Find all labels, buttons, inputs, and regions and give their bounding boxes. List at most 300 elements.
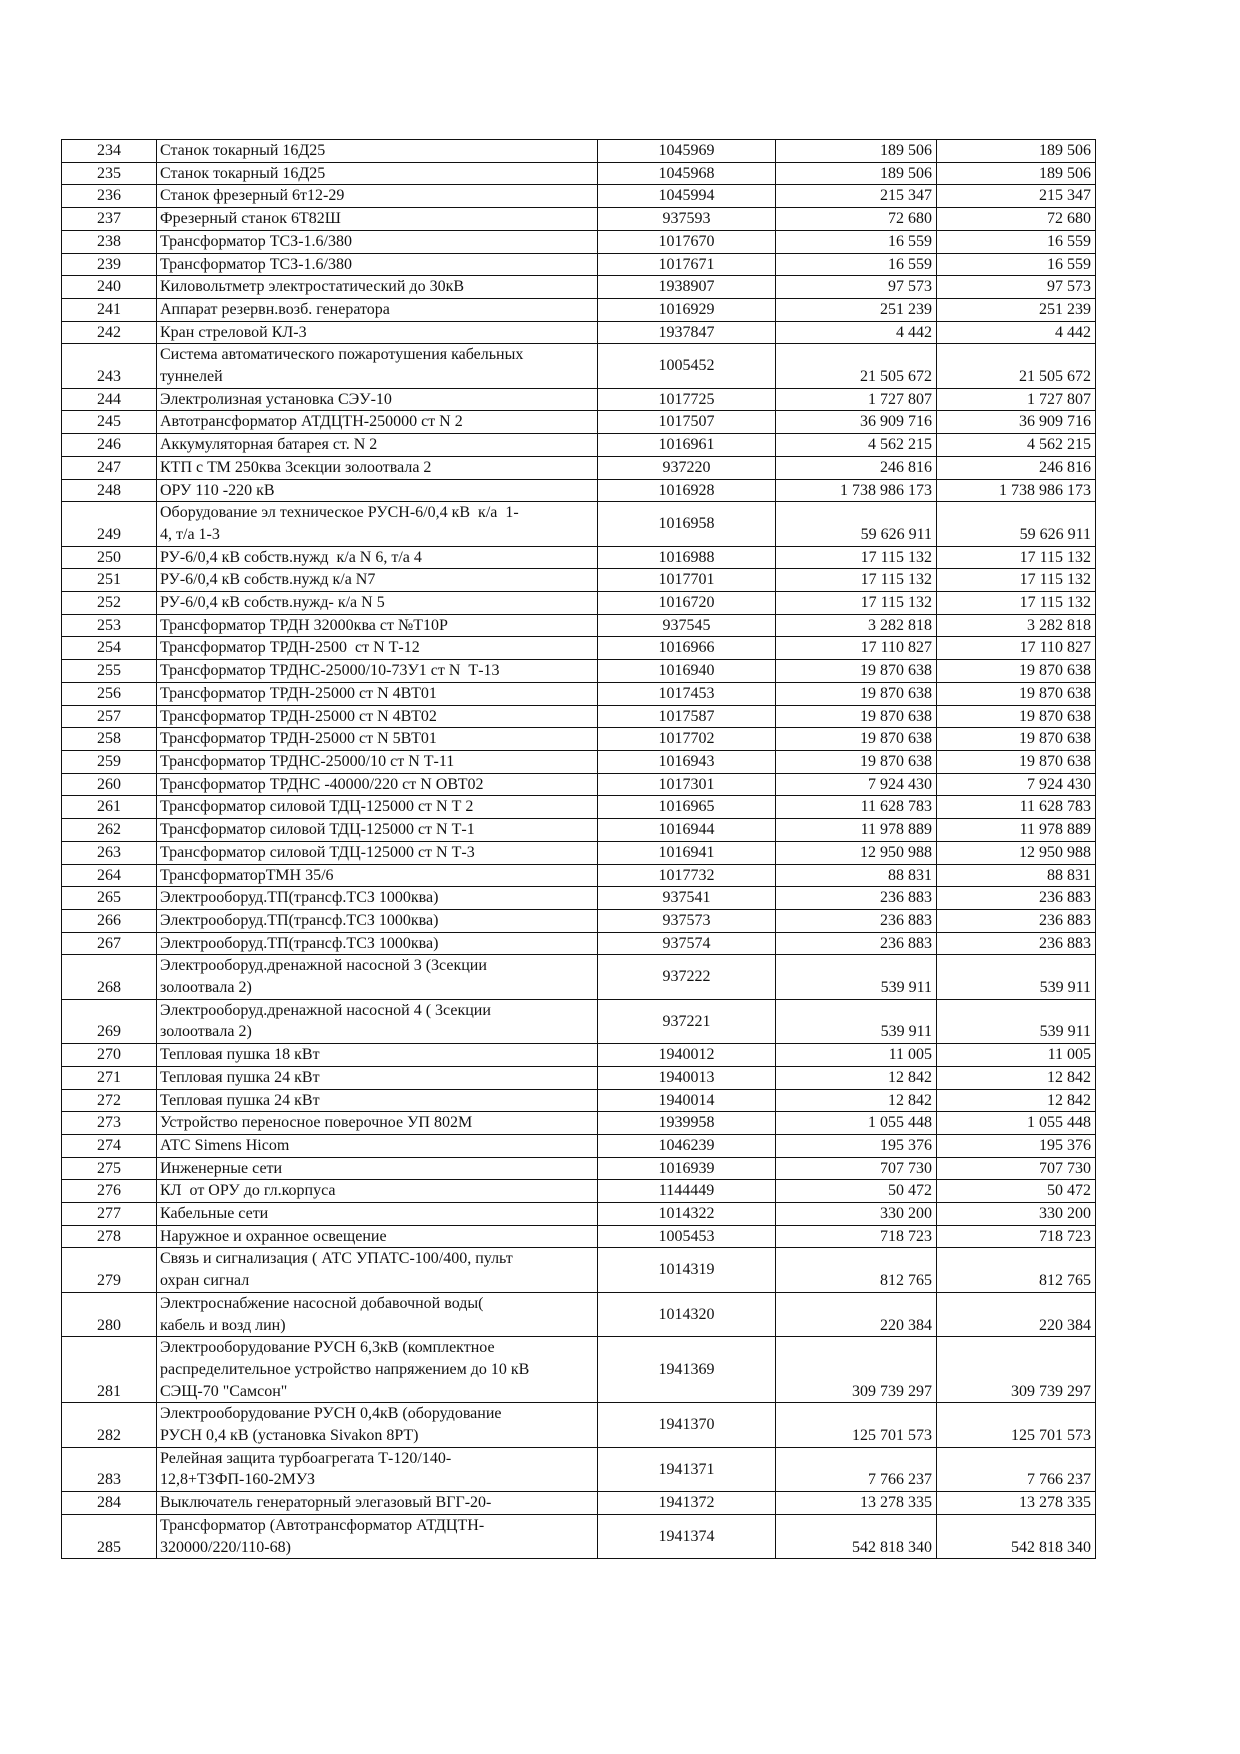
row-number-cell: 258 xyxy=(62,728,157,751)
table-row xyxy=(62,1180,1096,1203)
item-name-cell: Трансформатор ТСЗ-1.6/380 xyxy=(157,253,598,276)
item-name-cell: Аккумуляторная батарея ст. N 2 xyxy=(157,434,598,457)
item-name-cell: КЛ от ОРУ до гл.корпуса xyxy=(157,1180,598,1203)
value-2-cell: 220 384 xyxy=(937,1292,1096,1336)
value-1-cell: 21 505 672 xyxy=(776,344,937,388)
value-2-cell: 812 765 xyxy=(937,1248,1096,1292)
value-1-cell: 1 055 448 xyxy=(776,1112,937,1135)
inventory-number-cell: 1016958 xyxy=(598,502,776,546)
inventory-number-cell: 937222 xyxy=(598,955,776,999)
table-row xyxy=(62,750,1096,773)
row-number-cell: 271 xyxy=(62,1066,157,1089)
table-row xyxy=(62,1157,1096,1180)
row-number-cell: 246 xyxy=(62,434,157,457)
table-row xyxy=(62,999,1096,1043)
row-number-cell: 277 xyxy=(62,1203,157,1226)
value-1-cell: 17 110 827 xyxy=(776,637,937,660)
table-row xyxy=(62,614,1096,637)
inventory-number-cell: 1016965 xyxy=(598,796,776,819)
table-row xyxy=(62,185,1096,208)
inventory-number-cell: 1939958 xyxy=(598,1112,776,1135)
value-2-cell: 11 978 889 xyxy=(937,819,1096,842)
item-name-cell: Наружное и охранное освещение xyxy=(157,1225,598,1248)
item-name-cell: Электрооборуд.ТП(трансф.ТСЗ 1000ква) xyxy=(157,887,598,910)
inventory-number-cell: 1005453 xyxy=(598,1225,776,1248)
inventory-number-cell: 937541 xyxy=(598,887,776,910)
inventory-number-cell: 1017702 xyxy=(598,728,776,751)
value-2-cell: 12 842 xyxy=(937,1066,1096,1089)
row-number-cell: 237 xyxy=(62,208,157,231)
row-number-cell: 236 xyxy=(62,185,157,208)
table-row xyxy=(62,569,1096,592)
value-1-cell: 72 680 xyxy=(776,208,937,231)
asset-register-table xyxy=(61,139,1096,1559)
table-row xyxy=(62,1066,1096,1089)
item-name-cell: Выключатель генераторный элегазовый ВГГ-20- xyxy=(157,1492,598,1515)
value-1-cell: 19 870 638 xyxy=(776,750,937,773)
value-2-cell: 542 818 340 xyxy=(937,1514,1096,1558)
inventory-number-cell: 1017507 xyxy=(598,411,776,434)
inventory-number-cell: 1017701 xyxy=(598,569,776,592)
item-name-cell: Трансформатор ТРДН-25000 ст N 4ВТ02 xyxy=(157,705,598,728)
inventory-number-cell: 1016961 xyxy=(598,434,776,457)
item-name-cell: Тепловая пушка 24 кВт xyxy=(157,1089,598,1112)
row-number-cell: 241 xyxy=(62,298,157,321)
item-name-cell: Трансформатор ТРДНС-25000/10-73У1 ст N Т-13 xyxy=(157,660,598,683)
table-row xyxy=(62,208,1096,231)
item-name-cell: Электрооборуд.ТП(трансф.ТСЗ 1000ква) xyxy=(157,909,598,932)
value-2-cell: 215 347 xyxy=(937,185,1096,208)
value-1-cell: 125 701 573 xyxy=(776,1403,937,1447)
value-1-cell: 36 909 716 xyxy=(776,411,937,434)
item-name-cell: Автотрансформатор АТДЦТН-250000 ст N 2 xyxy=(157,411,598,434)
table-row xyxy=(62,1292,1096,1336)
value-2-cell: 59 626 911 xyxy=(937,502,1096,546)
row-number-cell: 255 xyxy=(62,660,157,683)
value-2-cell: 125 701 573 xyxy=(937,1403,1096,1447)
value-1-cell: 11 005 xyxy=(776,1044,937,1067)
value-2-cell: 12 842 xyxy=(937,1089,1096,1112)
table-row xyxy=(62,344,1096,388)
value-2-cell: 1 055 448 xyxy=(937,1112,1096,1135)
value-1-cell: 4 442 xyxy=(776,321,937,344)
row-number-cell: 274 xyxy=(62,1134,157,1157)
value-1-cell: 1 727 807 xyxy=(776,388,937,411)
table-row xyxy=(62,955,1096,999)
value-1-cell: 19 870 638 xyxy=(776,705,937,728)
value-2-cell: 195 376 xyxy=(937,1134,1096,1157)
item-name-cell: Тепловая пушка 18 кВт xyxy=(157,1044,598,1067)
inventory-number-cell: 1144449 xyxy=(598,1180,776,1203)
item-name-cell: Трансформатор ТРДН-2500 ст N Т-12 xyxy=(157,637,598,660)
item-name-cell: Станок фрезерный 6т12-29 xyxy=(157,185,598,208)
row-number-cell: 240 xyxy=(62,276,157,299)
value-2-cell: 246 816 xyxy=(937,456,1096,479)
value-2-cell: 19 870 638 xyxy=(937,728,1096,751)
row-number-cell: 235 xyxy=(62,162,157,185)
value-2-cell: 17 115 132 xyxy=(937,569,1096,592)
value-1-cell: 11 978 889 xyxy=(776,819,937,842)
inventory-number-cell: 1940012 xyxy=(598,1044,776,1067)
value-2-cell: 1 738 986 173 xyxy=(937,479,1096,502)
row-number-cell: 279 xyxy=(62,1248,157,1292)
value-2-cell: 189 506 xyxy=(937,162,1096,185)
row-number-cell: 269 xyxy=(62,999,157,1043)
inventory-number-cell: 1016940 xyxy=(598,660,776,683)
value-1-cell: 12 842 xyxy=(776,1089,937,1112)
table-row xyxy=(62,162,1096,185)
item-name-cell: Станок токарный 16Д25 xyxy=(157,140,598,163)
row-number-cell: 283 xyxy=(62,1447,157,1491)
table-row xyxy=(62,682,1096,705)
inventory-number-cell: 1014320 xyxy=(598,1292,776,1336)
value-1-cell: 50 472 xyxy=(776,1180,937,1203)
row-number-cell: 264 xyxy=(62,864,157,887)
value-1-cell: 13 278 335 xyxy=(776,1492,937,1515)
item-name-cell: Трансформатор ТРДНС -40000/220 ст N ОВТ02 xyxy=(157,773,598,796)
inventory-number-cell: 1016928 xyxy=(598,479,776,502)
value-2-cell: 16 559 xyxy=(937,230,1096,253)
row-number-cell: 248 xyxy=(62,479,157,502)
table-row xyxy=(62,1514,1096,1558)
table-row xyxy=(62,1225,1096,1248)
inventory-number-cell: 1016939 xyxy=(598,1157,776,1180)
table-row xyxy=(62,773,1096,796)
table-row xyxy=(62,932,1096,955)
inventory-number-cell: 1016929 xyxy=(598,298,776,321)
value-2-cell: 17 115 132 xyxy=(937,592,1096,615)
value-2-cell: 17 110 827 xyxy=(937,637,1096,660)
value-1-cell: 3 282 818 xyxy=(776,614,937,637)
inventory-number-cell: 1938907 xyxy=(598,276,776,299)
value-1-cell: 88 831 xyxy=(776,864,937,887)
item-name-cell: Трансформатор ТСЗ-1.6/380 xyxy=(157,230,598,253)
value-2-cell: 4 562 215 xyxy=(937,434,1096,457)
value-2-cell: 19 870 638 xyxy=(937,750,1096,773)
table-row xyxy=(62,502,1096,546)
value-2-cell: 7 766 237 xyxy=(937,1447,1096,1491)
row-number-cell: 280 xyxy=(62,1292,157,1336)
value-1-cell: 309 739 297 xyxy=(776,1337,937,1403)
value-2-cell: 4 442 xyxy=(937,321,1096,344)
table-row xyxy=(62,909,1096,932)
row-number-cell: 244 xyxy=(62,388,157,411)
inventory-number-cell: 1941372 xyxy=(598,1492,776,1515)
value-1-cell: 812 765 xyxy=(776,1248,937,1292)
item-name-cell: Кабельные сети xyxy=(157,1203,598,1226)
value-1-cell: 718 723 xyxy=(776,1225,937,1248)
value-1-cell: 236 883 xyxy=(776,887,937,910)
row-number-cell: 276 xyxy=(62,1180,157,1203)
row-number-cell: 234 xyxy=(62,140,157,163)
row-number-cell: 257 xyxy=(62,705,157,728)
inventory-number-cell: 1014322 xyxy=(598,1203,776,1226)
value-1-cell: 11 628 783 xyxy=(776,796,937,819)
inventory-number-cell: 1016944 xyxy=(598,819,776,842)
value-2-cell: 1 727 807 xyxy=(937,388,1096,411)
inventory-number-cell: 937593 xyxy=(598,208,776,231)
value-2-cell: 19 870 638 xyxy=(937,682,1096,705)
inventory-number-cell: 937221 xyxy=(598,999,776,1043)
row-number-cell: 247 xyxy=(62,456,157,479)
row-number-cell: 285 xyxy=(62,1514,157,1558)
inventory-number-cell: 1016966 xyxy=(598,637,776,660)
item-name-cell: Аппарат резервн.возб. генератора xyxy=(157,298,598,321)
table-row xyxy=(62,1403,1096,1447)
value-2-cell: 189 506 xyxy=(937,140,1096,163)
table-row xyxy=(62,796,1096,819)
row-number-cell: 238 xyxy=(62,230,157,253)
item-name-cell: Электролизная установка СЭУ-10 xyxy=(157,388,598,411)
value-1-cell: 19 870 638 xyxy=(776,660,937,683)
item-name-cell: Оборудование эл техническое РУСН-6/0,4 кВ к/а 1- 4, т/а 1-3 xyxy=(157,502,598,546)
inventory-number-cell: 1017670 xyxy=(598,230,776,253)
item-name-cell: Электрооборуд.дренажной насосной 3 (3секции золоотвала 2) xyxy=(157,955,598,999)
row-number-cell: 242 xyxy=(62,321,157,344)
inventory-number-cell: 1017301 xyxy=(598,773,776,796)
value-1-cell: 542 818 340 xyxy=(776,1514,937,1558)
value-1-cell: 707 730 xyxy=(776,1157,937,1180)
inventory-number-cell: 937545 xyxy=(598,614,776,637)
value-1-cell: 246 816 xyxy=(776,456,937,479)
value-2-cell: 97 573 xyxy=(937,276,1096,299)
item-name-cell: Электроснабжение насосной добавочной воды( кабель и возд лин) xyxy=(157,1292,598,1336)
value-1-cell: 4 562 215 xyxy=(776,434,937,457)
value-2-cell: 707 730 xyxy=(937,1157,1096,1180)
value-1-cell: 1 738 986 173 xyxy=(776,479,937,502)
item-name-cell: Трансформатор силовой ТДЦ-125000 ст N Т-3 xyxy=(157,841,598,864)
value-1-cell: 16 559 xyxy=(776,230,937,253)
item-name-cell: Связь и сигнализация ( АТС УПАТС-100/400, пульт охран сигнал xyxy=(157,1248,598,1292)
item-name-cell: ТрансформаторТМН 35/6 xyxy=(157,864,598,887)
value-1-cell: 195 376 xyxy=(776,1134,937,1157)
table-row xyxy=(62,819,1096,842)
value-2-cell: 36 909 716 xyxy=(937,411,1096,434)
value-1-cell: 97 573 xyxy=(776,276,937,299)
item-name-cell: Трансформатор ТРДН-25000 ст N 5ВТ01 xyxy=(157,728,598,751)
row-number-cell: 267 xyxy=(62,932,157,955)
inventory-number-cell: 1940014 xyxy=(598,1089,776,1112)
value-1-cell: 17 115 132 xyxy=(776,546,937,569)
value-1-cell: 236 883 xyxy=(776,932,937,955)
table-row xyxy=(62,434,1096,457)
item-name-cell: АТС Simens Hicom xyxy=(157,1134,598,1157)
value-1-cell: 12 842 xyxy=(776,1066,937,1089)
value-1-cell: 19 870 638 xyxy=(776,728,937,751)
inventory-number-cell: 937220 xyxy=(598,456,776,479)
row-number-cell: 250 xyxy=(62,546,157,569)
table-row xyxy=(62,411,1096,434)
value-1-cell: 7 924 430 xyxy=(776,773,937,796)
row-number-cell: 262 xyxy=(62,819,157,842)
inventory-number-cell: 1017587 xyxy=(598,705,776,728)
inventory-number-cell: 1046239 xyxy=(598,1134,776,1157)
value-2-cell: 251 239 xyxy=(937,298,1096,321)
inventory-number-cell: 1941370 xyxy=(598,1403,776,1447)
table-row xyxy=(62,1089,1096,1112)
table-row xyxy=(62,887,1096,910)
row-number-cell: 282 xyxy=(62,1403,157,1447)
inventory-number-cell: 1014319 xyxy=(598,1248,776,1292)
row-number-cell: 284 xyxy=(62,1492,157,1515)
item-name-cell: Трансформатор силовой ТДЦ-125000 ст N Т 2 xyxy=(157,796,598,819)
inventory-number-cell: 1017453 xyxy=(598,682,776,705)
inventory-number-cell: 1016988 xyxy=(598,546,776,569)
table-row xyxy=(62,546,1096,569)
item-name-cell: Киловольтметр электростатический до 30кВ xyxy=(157,276,598,299)
value-1-cell: 236 883 xyxy=(776,909,937,932)
row-number-cell: 252 xyxy=(62,592,157,615)
inventory-number-cell: 1005452 xyxy=(598,344,776,388)
item-name-cell: Трансформатор ТРДНС-25000/10 ст N Т-11 xyxy=(157,750,598,773)
item-name-cell: Станок токарный 16Д25 xyxy=(157,162,598,185)
row-number-cell: 249 xyxy=(62,502,157,546)
value-2-cell: 539 911 xyxy=(937,955,1096,999)
row-number-cell: 278 xyxy=(62,1225,157,1248)
item-name-cell: Инженерные сети xyxy=(157,1157,598,1180)
item-name-cell: Трансформатор ТРДН 32000ква ст №Т10Р xyxy=(157,614,598,637)
value-1-cell: 189 506 xyxy=(776,140,937,163)
item-name-cell: Фрезерный станок 6Т82Ш xyxy=(157,208,598,231)
value-2-cell: 50 472 xyxy=(937,1180,1096,1203)
inventory-number-cell: 1941369 xyxy=(598,1337,776,1403)
row-number-cell: 270 xyxy=(62,1044,157,1067)
item-name-cell: Система автоматического пожаротушения кабельных туннелей xyxy=(157,344,598,388)
table-row xyxy=(62,230,1096,253)
item-name-cell: Кран стреловой КЛ-3 xyxy=(157,321,598,344)
table-row xyxy=(62,479,1096,502)
item-name-cell: Трансформатор силовой ТДЦ-125000 ст N Т-1 xyxy=(157,819,598,842)
table-row xyxy=(62,1134,1096,1157)
table-row xyxy=(62,321,1096,344)
value-2-cell: 11 628 783 xyxy=(937,796,1096,819)
table-row xyxy=(62,298,1096,321)
value-2-cell: 88 831 xyxy=(937,864,1096,887)
inventory-number-cell: 1045969 xyxy=(598,140,776,163)
table-row xyxy=(62,864,1096,887)
value-1-cell: 330 200 xyxy=(776,1203,937,1226)
inventory-number-cell: 1017725 xyxy=(598,388,776,411)
value-2-cell: 7 924 430 xyxy=(937,773,1096,796)
value-2-cell: 236 883 xyxy=(937,909,1096,932)
value-2-cell: 11 005 xyxy=(937,1044,1096,1067)
table-row xyxy=(62,660,1096,683)
value-2-cell: 21 505 672 xyxy=(937,344,1096,388)
value-2-cell: 19 870 638 xyxy=(937,705,1096,728)
value-1-cell: 189 506 xyxy=(776,162,937,185)
inventory-number-cell: 1937847 xyxy=(598,321,776,344)
item-name-cell: РУ-6/0,4 кВ собств.нужд к/а N 6, т/а 4 xyxy=(157,546,598,569)
row-number-cell: 239 xyxy=(62,253,157,276)
value-2-cell: 13 278 335 xyxy=(937,1492,1096,1515)
row-number-cell: 256 xyxy=(62,682,157,705)
value-2-cell: 19 870 638 xyxy=(937,660,1096,683)
item-name-cell: Устройство переносное поверочное УП 802М xyxy=(157,1112,598,1135)
value-2-cell: 16 559 xyxy=(937,253,1096,276)
row-number-cell: 263 xyxy=(62,841,157,864)
item-name-cell: Электрооборудование РУСН 6,3кВ (комплектное распределительное устройство напряжением до 10 кВ СЭЩ-70 "Самсон" xyxy=(157,1337,598,1403)
table-row xyxy=(62,705,1096,728)
value-1-cell: 12 950 988 xyxy=(776,841,937,864)
table-row xyxy=(62,1337,1096,1403)
row-number-cell: 259 xyxy=(62,750,157,773)
table-row xyxy=(62,388,1096,411)
inventory-number-cell: 1016720 xyxy=(598,592,776,615)
item-name-cell: Электрооборуд.дренажной насосной 4 ( 3секции золоотвала 2) xyxy=(157,999,598,1043)
row-number-cell: 268 xyxy=(62,955,157,999)
value-2-cell: 236 883 xyxy=(937,887,1096,910)
inventory-number-cell: 1941374 xyxy=(598,1514,776,1558)
value-2-cell: 539 911 xyxy=(937,999,1096,1043)
table-row xyxy=(62,1492,1096,1515)
row-number-cell: 273 xyxy=(62,1112,157,1135)
table-row xyxy=(62,253,1096,276)
inventory-number-cell: 937574 xyxy=(598,932,776,955)
table-row xyxy=(62,1447,1096,1491)
table-row xyxy=(62,1248,1096,1292)
value-1-cell: 539 911 xyxy=(776,955,937,999)
value-2-cell: 12 950 988 xyxy=(937,841,1096,864)
value-2-cell: 17 115 132 xyxy=(937,546,1096,569)
row-number-cell: 254 xyxy=(62,637,157,660)
row-number-cell: 281 xyxy=(62,1337,157,1403)
table-row xyxy=(62,140,1096,163)
inventory-number-cell: 1016941 xyxy=(598,841,776,864)
item-name-cell: Тепловая пушка 24 кВт xyxy=(157,1066,598,1089)
value-2-cell: 309 739 297 xyxy=(937,1337,1096,1403)
table-row xyxy=(62,1112,1096,1135)
table-row xyxy=(62,841,1096,864)
item-name-cell: Электрооборуд.ТП(трансф.ТСЗ 1000ква) xyxy=(157,932,598,955)
inventory-number-cell: 1941371 xyxy=(598,1447,776,1491)
item-name-cell: ОРУ 110 -220 кВ xyxy=(157,479,598,502)
value-1-cell: 7 766 237 xyxy=(776,1447,937,1491)
value-2-cell: 236 883 xyxy=(937,932,1096,955)
row-number-cell: 265 xyxy=(62,887,157,910)
table-row xyxy=(62,276,1096,299)
item-name-cell: Трансформатор (Автотрансформатор АТДЦТН- 320000/220/110-68) xyxy=(157,1514,598,1558)
inventory-number-cell: 1016943 xyxy=(598,750,776,773)
table-row xyxy=(62,728,1096,751)
item-name-cell: РУ-6/0,4 кВ собств.нужд- к/а N 5 xyxy=(157,592,598,615)
value-2-cell: 72 680 xyxy=(937,208,1096,231)
inventory-number-cell: 937573 xyxy=(598,909,776,932)
value-1-cell: 16 559 xyxy=(776,253,937,276)
item-name-cell: Трансформатор ТРДН-25000 ст N 4ВТ01 xyxy=(157,682,598,705)
value-1-cell: 59 626 911 xyxy=(776,502,937,546)
row-number-cell: 275 xyxy=(62,1157,157,1180)
inventory-number-cell: 1045994 xyxy=(598,185,776,208)
table-row xyxy=(62,456,1096,479)
value-2-cell: 330 200 xyxy=(937,1203,1096,1226)
row-number-cell: 243 xyxy=(62,344,157,388)
row-number-cell: 266 xyxy=(62,909,157,932)
value-2-cell: 718 723 xyxy=(937,1225,1096,1248)
row-number-cell: 245 xyxy=(62,411,157,434)
inventory-number-cell: 1017671 xyxy=(598,253,776,276)
item-name-cell: КТП с ТМ 250ква 3секции золоотвала 2 xyxy=(157,456,598,479)
value-1-cell: 215 347 xyxy=(776,185,937,208)
table-row xyxy=(62,1203,1096,1226)
value-1-cell: 220 384 xyxy=(776,1292,937,1336)
inventory-number-cell: 1045968 xyxy=(598,162,776,185)
table-row xyxy=(62,1044,1096,1067)
value-2-cell: 3 282 818 xyxy=(937,614,1096,637)
item-name-cell: Релейная защита турбоагрегата Т-120/140- 12,8+ТЗФП-160-2МУЗ xyxy=(157,1447,598,1491)
row-number-cell: 253 xyxy=(62,614,157,637)
inventory-number-cell: 1940013 xyxy=(598,1066,776,1089)
value-1-cell: 17 115 132 xyxy=(776,569,937,592)
